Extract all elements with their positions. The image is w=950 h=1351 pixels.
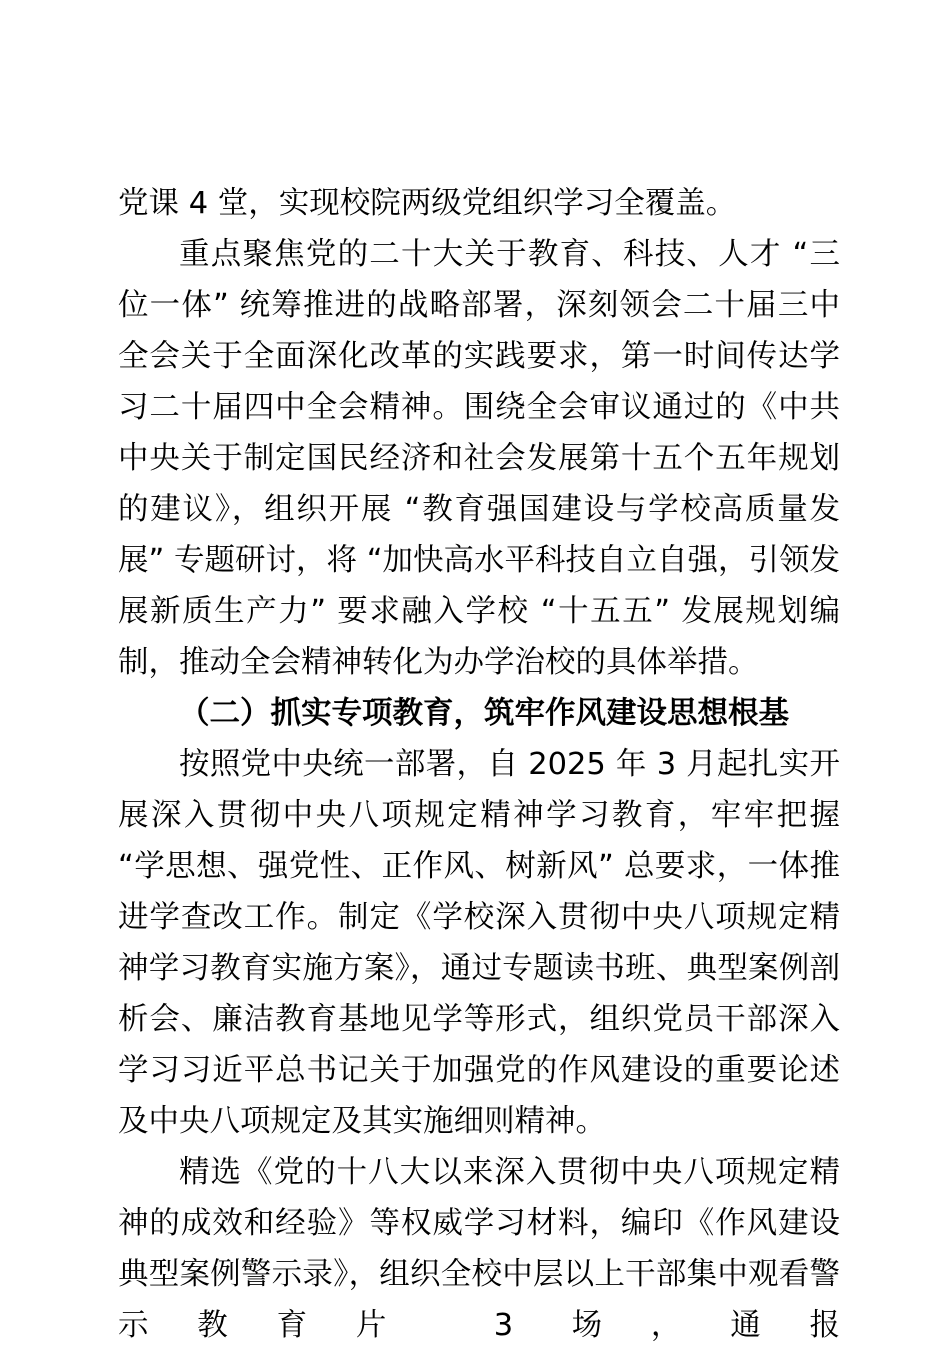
- section-heading-2: （二）抓实专项教育，筑牢作风建设思想根基: [179, 696, 789, 731]
- paragraph-selected-materials: 精选《党的十八大以来深入贯彻中央八项规定精神的成效和经验》等权威学习材料，编印《作风建设典型案例警示录》，组织全校中层以上干部集中观看警示教育片 3 场，通报: [118, 1155, 840, 1343]
- paragraph-focus-20th-congress: 重点聚焦党的二十大关于教育、科技、人才 “三位一体” 统筹推进的战略部署，深刻领会二十届三中全会关于全面深化改革的实践要求，第一时间传达学习二十届四中全会精神。围绕全会审议通过的《中共中央关于制定国民经济和社会发展第十五个五年规划的建议》，组织开展 “教育强国建设与学校高质量发展” 专题研讨，将 “加快高水平科技自立自强，引领发展新质生产力” 要求融入学校 “十五五” 发展规划编制，推动全会精神转化为办学治校的具体举措。: [118, 237, 840, 680]
- paragraph-continuation-top: 党课 4 堂，实现校院两级党组织学习全覆盖。: [118, 186, 737, 221]
- paragraph-central-eight-rules: 按照党中央统一部署，自 2025 年 3 月起扎实开展深入贯彻中央八项规定精神学习教育，牢牢把握 “学思想、强党性、正作风、树新风” 总要求，一体推进学查改工作。制定《学校深入贯彻中央八项规定精神学习教育实施方案》，通过专题读书班、典型案例剖析会、廉洁教育基地见学等形式，组织党员干部深入学习习近平总书记关于加强党的作风建设的重要论述及中央八项规定及其实施细则精神。: [118, 747, 840, 1139]
- page-text-body: [118, 178, 840, 1351]
